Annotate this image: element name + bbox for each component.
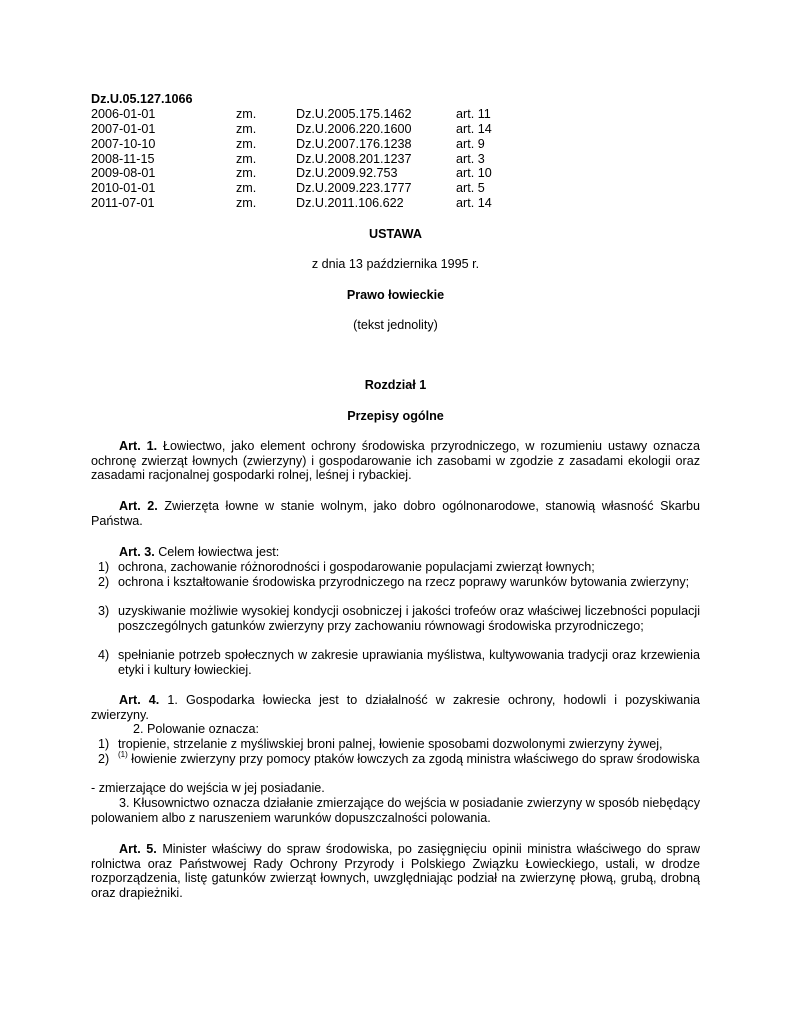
article-2	[91, 499, 700, 528]
article-label: Art. 1.	[119, 439, 158, 453]
amendment-date: 2008-11-15	[91, 152, 155, 166]
amendment-type: zm.	[236, 122, 257, 136]
act-title: Prawo łowieckie	[346, 288, 445, 302]
amendment-ref: Dz.U.2009.92.753	[296, 166, 398, 180]
amendment-date: 2010-01-01	[91, 181, 156, 195]
list-item-text: spełnianie potrzeb społecznych w zakresie uprawiania myślistwa, kultywowania tradycji oraz krzewienia etyki i kultury łowieckiej.	[118, 648, 700, 677]
article-label: Art. 2.	[119, 499, 158, 513]
article-label: Art. 4.	[119, 693, 160, 707]
amendment-date: 2007-10-10	[91, 137, 156, 151]
amendment-art: art. 9	[456, 137, 485, 151]
list-item	[91, 575, 700, 605]
list-item-body: łowienie zwierzyny przy pomocy ptaków łowczych za zgodą ministra właściwego do spraw środowiska	[131, 752, 700, 766]
amendment-date: 2009-08-01	[91, 166, 156, 180]
list-item-text: tropienie, strzelanie z myśliwskiej broni palnej, łowienie sposobami dozwolonymi zwierzyny żywej,	[118, 737, 663, 751]
list-item-text: uzyskiwanie możliwie wysokiej kondycji osobniczej i jakości trofeów oraz właściwej liczebności populacji poszczególnych gatunków zwierzyny przy zachowaniu równowagi środowiska przyrodniczego;	[118, 604, 700, 633]
list-item-number: 2)	[98, 752, 110, 766]
article-text: 2. Polowanie oznacza:	[133, 722, 260, 736]
list-item-number: 4)	[98, 648, 110, 662]
amendment-ref: Dz.U.2008.201.1237	[296, 152, 412, 166]
amendment-row	[91, 122, 511, 137]
amendment-type: zm.	[236, 166, 257, 180]
amendment-type: zm.	[236, 196, 257, 210]
amendment-art: art. 3	[456, 152, 485, 166]
article-3-intro	[91, 545, 700, 560]
amendment-ref: Dz.U.2011.106.622	[296, 196, 404, 210]
amendment-ref: Dz.U.2005.175.1462	[296, 107, 412, 121]
list-item-number: 1)	[98, 737, 110, 751]
list-item-number: 3)	[98, 604, 110, 618]
act-date: z dnia 13 października 1995 r.	[311, 257, 480, 271]
list-item	[91, 737, 700, 752]
amendment-type: zm.	[236, 181, 257, 195]
article-text: Minister właściwy do spraw środowiska, po zasięgnięciu opinii ministra właściwego do spraw rolnictwa oraz Państwowej Rady Ochrony Przyrody i Polskiego Związku Łowieckiego, ustali, w drodze rozporządzenia, listę gatunków zwierząt łownych, uwzględniając podział na zwierzynę płową, grubą, drobną oraz drapieżniki.	[91, 842, 701, 900]
list-item-text: ochrona i kształtowanie środowiska przyrodniczego na rzecz poprawy warunków bytowania zwierzyny;	[118, 575, 690, 589]
journal-reference: Dz.U.05.127.1066	[91, 92, 193, 106]
article-4-para-1	[91, 693, 700, 722]
article-5	[91, 842, 700, 900]
list-item-number: 1)	[98, 560, 110, 574]
article-label: Art. 3.	[119, 545, 155, 559]
chapter-number: Rozdział 1	[364, 378, 427, 392]
amendment-row	[91, 196, 511, 211]
list-item	[91, 604, 700, 648]
amendment-row	[91, 181, 511, 196]
article-text: Celem łowiectwa jest:	[158, 545, 280, 559]
article-4-para-3	[91, 796, 700, 825]
footnote-marker: (1)	[118, 750, 128, 759]
article-text: Łowiectwo, jako element ochrony środowiska przyrodniczego, w rozumieniu ustawy oznacza ochronę zwierząt łownych (zwierzyny) i gospodarowanie ich zasobami w zgodzie z zasadami ekologii oraz zasadami racjonalnej gospodarki rolnej, leśnej i rybackiej.	[91, 439, 700, 483]
list-item-text	[118, 752, 700, 767]
amendment-art: art. 5	[456, 181, 485, 195]
amendment-ref: Dz.U.2007.176.1238	[296, 137, 412, 151]
amendment-type: zm.	[236, 152, 257, 166]
list-item	[91, 560, 700, 575]
amendment-date: 2007-01-01	[91, 122, 156, 136]
act-kind: USTAWA	[369, 227, 422, 241]
amendment-row	[91, 137, 511, 152]
amendment-type: zm.	[236, 137, 257, 151]
amendment-ref: Dz.U.2009.223.1777	[296, 181, 412, 195]
article-text: 3. Kłusownictwo oznacza działanie zmierzające do wejścia w posiadanie zwierzyny w sposób niebędący polowaniem albo z naruszeniem warunków dopuszczalności polowania.	[91, 796, 700, 825]
article-text: 1. Gospodarka łowiecka jest to działalność w zakresie ochrony, hodowli i pozyskiwania zwierzyny.	[91, 693, 701, 722]
amendment-date: 2006-01-01	[91, 107, 156, 121]
list-item	[91, 648, 700, 678]
article-4-para-2	[91, 722, 700, 737]
article-text: Zwierzęta łowne w stanie wolnym, jako dobro ogólnonarodowe, stanowią własność Skarbu Państwa.	[91, 499, 700, 528]
chapter-title: Przepisy ogólne	[347, 409, 444, 423]
amendment-art: art. 10	[456, 166, 492, 180]
amendment-art: art. 11	[456, 107, 491, 121]
amendment-art: art. 14	[456, 196, 492, 210]
amendment-ref: Dz.U.2006.220.1600	[296, 122, 412, 136]
amendment-row	[91, 152, 511, 167]
amendment-row	[91, 166, 511, 181]
amendment-type: zm.	[236, 107, 257, 121]
list-item-number: 2)	[98, 575, 110, 589]
act-subtitle: (tekst jednolity)	[353, 318, 438, 332]
article-label: Art. 5.	[119, 842, 157, 856]
article-4-tail: - zmierzające do wejścia w jej posiadanie.	[91, 781, 325, 795]
list-item	[91, 752, 700, 782]
amendment-row	[91, 107, 511, 122]
list-item-text: ochrona, zachowanie różnorodności i gospodarowanie populacjami zwierząt łownych;	[118, 560, 595, 574]
amendment-date: 2011-07-01	[91, 196, 155, 210]
amendment-art: art. 14	[456, 122, 492, 136]
article-1	[91, 439, 700, 483]
